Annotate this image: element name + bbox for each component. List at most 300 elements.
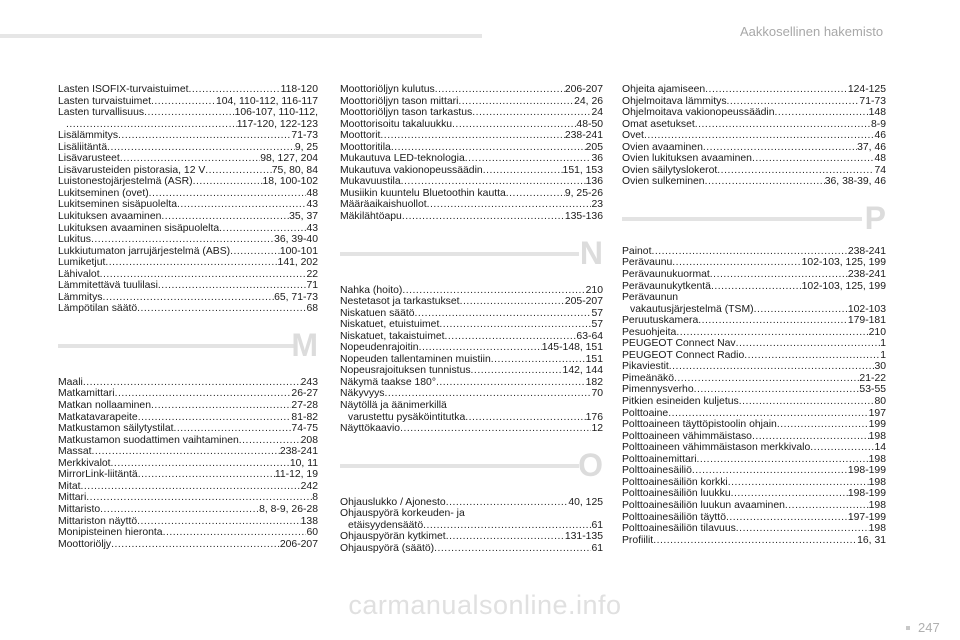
entry-pages: 106-107, 110-112,	[234, 107, 318, 119]
index-entry	[58, 119, 318, 131]
dot-leader	[705, 176, 825, 188]
entry-term: Lisälämmitys	[58, 130, 119, 142]
entry-term: Nestetasot ja tarkastukset	[340, 296, 460, 308]
entry-term: Ohjauspyörä korkeuden- ja	[340, 508, 465, 520]
entry-pages: 23	[591, 199, 603, 211]
index-entry	[622, 130, 886, 142]
entry-term: Ohjauspyörän kytkimet	[340, 531, 446, 543]
entry-pages: 1	[880, 338, 886, 350]
dot-leader	[100, 504, 259, 516]
dot-leader	[698, 315, 848, 327]
entry-pages: 145-148, 151	[541, 342, 603, 354]
entry-pages: 206-207	[279, 538, 318, 550]
index-entry	[340, 365, 603, 377]
entry-pages: 124-125	[847, 84, 886, 95]
entry-pages: 118-120	[280, 84, 318, 95]
entry-pages: 9, 25-26	[564, 187, 603, 199]
entry-pages: 74	[874, 164, 886, 176]
index-entry	[622, 96, 886, 108]
entry-term: Matkamittari	[58, 388, 115, 400]
index-entry	[340, 342, 603, 354]
entry-pages: 205-207	[564, 296, 603, 308]
index-entry	[622, 500, 886, 512]
index-entry	[340, 354, 603, 366]
entry-term: Ohjauslukko / Ajonesto	[340, 496, 446, 508]
index-entry	[622, 512, 886, 524]
entry-pages: 71-73	[291, 130, 318, 142]
entry-pages: 197	[868, 407, 886, 419]
entry-term: Lukitus	[58, 234, 91, 246]
entry-pages: 198	[868, 430, 886, 442]
entry-term: Polttoainesäiliön luukun avaaminen	[622, 499, 785, 511]
dot-leader	[651, 246, 847, 258]
index-entry	[58, 292, 318, 304]
entry-term: Merkkivalot	[58, 457, 111, 469]
entry-pages: 18, 100-102	[262, 176, 318, 188]
index-entry	[58, 176, 318, 188]
dot-leader	[144, 107, 235, 119]
entry-pages: 22	[306, 268, 318, 280]
dot-leader	[446, 531, 565, 543]
dot-leader	[111, 539, 280, 551]
dot-leader	[402, 211, 565, 223]
entry-term: Lasten ISOFIX-turvaistuimet	[58, 84, 189, 95]
entry-pages: 61	[591, 542, 603, 554]
entry-pages: 27-28	[291, 400, 318, 412]
entry-term: Polttoaine	[622, 407, 669, 419]
dot-leader	[239, 435, 301, 447]
index-entry	[58, 446, 318, 458]
entry-pages: 57	[591, 307, 603, 319]
section-letter: O	[578, 446, 603, 483]
entry-pages: 199	[868, 419, 886, 431]
dot-leader	[445, 331, 577, 343]
dot-leader	[91, 234, 274, 246]
entry-pages: 197-199	[847, 511, 886, 523]
dot-leader	[726, 512, 848, 524]
entry-pages: 210	[868, 326, 886, 338]
index-entry	[58, 504, 318, 516]
index-entry	[622, 269, 886, 281]
index-entry	[622, 523, 886, 535]
section-rule	[340, 464, 579, 468]
entry-pages: 208	[300, 434, 318, 446]
index-entry	[622, 304, 886, 316]
entry-pages: 98, 127, 204	[260, 153, 318, 165]
index-entry	[340, 497, 603, 509]
entry-term: Mukautuva vakionopeussäädin	[340, 164, 483, 176]
dot-leader	[736, 523, 869, 535]
index-entry	[622, 338, 886, 350]
entry-term: Niskatuet, etuistuimet	[340, 319, 440, 331]
dot-leader	[107, 142, 295, 154]
index-entry	[622, 257, 886, 269]
index-entry	[340, 308, 603, 320]
dot-leader	[177, 199, 306, 211]
index-entry	[58, 96, 318, 108]
dot-leader	[754, 304, 848, 316]
entry-pages: 238-241	[564, 130, 603, 142]
entry-pages: 40, 125	[568, 496, 603, 508]
dot-leader	[728, 477, 869, 489]
entry-pages: 53-55	[859, 384, 886, 396]
entry-term: Peruutuskamera	[622, 315, 699, 327]
index-entry	[622, 431, 886, 443]
index-entry	[340, 211, 603, 223]
watermark: carmanualsonline.info	[348, 590, 622, 620]
dot-leader	[102, 292, 274, 304]
entry-pages: 48-50	[576, 118, 603, 130]
entry-term: Polttoainesäiliön korkki	[622, 476, 728, 488]
dot-leader	[460, 296, 565, 308]
entry-pages: 198-199	[847, 488, 886, 500]
entry-term: Lisävarusteet	[58, 153, 120, 165]
index-entry	[622, 165, 886, 177]
index-entry	[622, 373, 886, 385]
entry-term: Matkustamon säilytystilat	[58, 423, 174, 435]
dot-leader	[401, 176, 586, 188]
entry-pages: 12	[591, 423, 603, 435]
index-entry	[340, 285, 603, 297]
dot-leader	[697, 454, 869, 466]
dot-leader	[727, 96, 860, 108]
index-entry	[58, 211, 318, 223]
index-entry	[58, 280, 318, 292]
index-entry	[340, 520, 603, 532]
entry-term: Ovet	[622, 130, 644, 142]
index-entry	[622, 153, 886, 165]
dot-leader	[644, 130, 874, 142]
entry-term: Ovien lukituksen avaaminen	[622, 153, 752, 165]
index-entry	[58, 246, 318, 258]
entry-pages: 210	[585, 284, 603, 296]
index-entry	[340, 165, 603, 177]
entry-term: Profiilit	[622, 534, 654, 546]
dot-leader	[391, 142, 586, 154]
entry-pages: 24, 26	[574, 95, 603, 107]
entry-term: Mitat	[58, 480, 81, 492]
dot-leader	[149, 188, 307, 200]
entry-pages: 8	[312, 492, 318, 504]
entry-pages: 65, 71-73	[274, 291, 318, 303]
entry-term: Luistonestojärjestelmä (ASR)	[58, 176, 193, 188]
section-divider-p	[622, 188, 886, 246]
dot-leader	[752, 153, 874, 165]
entry-term: Pitkien esineiden kuljetus	[622, 396, 739, 408]
index-entry	[340, 296, 603, 308]
index-entry	[58, 223, 318, 235]
dot-leader	[810, 442, 874, 454]
dot-leader	[111, 458, 290, 470]
index-entry	[58, 165, 318, 177]
index-entry	[622, 176, 886, 188]
dot-leader	[653, 535, 857, 547]
dot-leader	[439, 319, 591, 331]
dot-leader	[711, 281, 802, 293]
entry-term: Ovien avaaminen	[622, 141, 703, 153]
index-entry	[622, 384, 886, 396]
index-entry	[340, 377, 603, 389]
dot-leader	[120, 153, 260, 165]
dot-leader	[163, 527, 307, 539]
entry-term: Ovien säilytyslokerot	[622, 164, 718, 176]
index-entry	[340, 508, 603, 520]
entry-term: Näkymä taakse 180°	[340, 376, 436, 388]
entry-pages: 68	[306, 303, 318, 315]
section-divider-n	[340, 223, 603, 285]
entry-term: Musiikin kuuntelu Bluetoothin kautta	[340, 187, 506, 199]
index-entry	[58, 377, 318, 389]
index-entry	[58, 539, 318, 551]
entry-pages: 198	[868, 476, 886, 488]
index-entry	[622, 107, 886, 119]
entry-pages: 151, 153	[562, 164, 603, 176]
dot-leader	[193, 176, 263, 188]
corner-mark	[906, 626, 910, 630]
index-entry	[58, 412, 318, 424]
dot-leader	[230, 246, 280, 258]
index-entry	[340, 423, 603, 435]
entry-pages: 36	[591, 153, 603, 165]
index-entry	[58, 492, 318, 504]
entry-term: Pesuohjeita	[622, 326, 677, 338]
entry-pages: 9, 25	[294, 141, 318, 153]
entry-term: Polttoainesäiliön tilavuus	[622, 523, 736, 535]
index-column-2	[340, 84, 603, 554]
index-entry	[622, 142, 886, 154]
entry-pages: 46	[874, 130, 886, 142]
entry-pages: 61	[591, 519, 603, 531]
entry-pages: 141, 202	[277, 257, 318, 269]
entry-term: Moottoriöljyn kulutus	[340, 84, 435, 95]
dot-leader	[86, 492, 312, 504]
index-entry	[622, 465, 886, 477]
entry-term: Nopeusrajoituksen tunnistus	[340, 365, 471, 377]
index-entry	[340, 400, 603, 412]
entry-pages: 182	[585, 376, 603, 388]
dot-leader	[668, 408, 868, 420]
header-bar	[0, 34, 482, 38]
entry-pages: 104, 110-112, 116-117	[215, 95, 318, 107]
entry-term: Matkan nollaaminen	[58, 400, 151, 412]
index-entry	[340, 319, 603, 331]
dot-leader	[717, 165, 874, 177]
entry-pages: 238-241	[847, 269, 886, 281]
index-entry	[622, 350, 886, 362]
entry-pages: 206-207	[564, 84, 603, 95]
index-entry	[340, 130, 603, 142]
entry-pages: 8, 8-9, 26-28	[259, 503, 318, 515]
entry-pages: 24	[591, 107, 603, 119]
index-entry	[340, 388, 603, 400]
entry-term: Lukitseminen sisäpuolelta	[58, 199, 177, 211]
entry-term: etäisyydensäätö	[348, 519, 424, 531]
entry-pages: 10, 11	[289, 457, 318, 469]
index-entry	[340, 331, 603, 343]
dot-leader	[731, 488, 848, 500]
index-entry	[58, 458, 318, 470]
dot-leader	[174, 423, 292, 435]
dot-leader	[158, 280, 307, 292]
entry-term: Lasten turvallisuus	[58, 107, 145, 119]
dot-leader	[694, 384, 860, 396]
index-entry	[622, 396, 886, 408]
entry-pages: 102-103, 125, 199	[801, 257, 886, 269]
entry-pages: 136	[585, 176, 603, 188]
entry-pages: 238-241	[847, 245, 886, 257]
index-entry	[58, 423, 318, 435]
entry-pages: 71	[306, 280, 318, 292]
entry-term: Lämmitettävä tuulilasi	[58, 280, 158, 292]
entry-pages: 1	[880, 349, 886, 361]
index-entry	[58, 188, 318, 200]
index-entry	[58, 527, 318, 539]
entry-term: Niskatuen säätö	[340, 307, 415, 319]
entry-term: PEUGEOT Connect Nav	[622, 338, 736, 350]
index-entry	[340, 199, 603, 211]
entry-term: Perävaunu	[622, 257, 673, 269]
entry-pages: 74-75	[291, 423, 318, 435]
dot-leader	[115, 388, 292, 400]
entry-pages: 16, 31	[857, 534, 886, 546]
entry-term: Moottoriöljyn tason tarkastus	[340, 107, 473, 119]
entry-term: Ohjelmoitava vakionopeussäädin	[622, 107, 775, 119]
dot-leader	[692, 465, 848, 477]
index-entry	[340, 142, 603, 154]
dot-leader	[219, 223, 306, 235]
entry-term: Mukautuva LED-teknologia	[340, 153, 465, 165]
entry-term: Lähivalot	[58, 268, 100, 280]
index-entry	[58, 400, 318, 412]
entry-term: Lumiketjut	[58, 257, 106, 269]
dot-leader	[775, 107, 869, 119]
entry-term: Ohjauspyörä (säätö)	[340, 542, 435, 554]
entry-pages: 117-120, 122-123	[236, 118, 318, 130]
entry-pages: 243	[300, 376, 318, 388]
entry-term: Matkustamon suodattimen vaihtaminen	[58, 434, 239, 446]
entry-term: Niskatuet, takaistuimet	[340, 330, 445, 342]
index-entry	[340, 96, 603, 108]
entry-term: Massat	[58, 446, 92, 458]
entry-pages: 70	[591, 388, 603, 400]
dot-leader	[151, 96, 216, 108]
entry-pages: 198	[868, 499, 886, 511]
entry-pages: 138	[300, 515, 318, 527]
index-entry	[622, 488, 886, 500]
entry-term: Perävaunun	[622, 292, 679, 304]
entry-term: Mukavuustila	[340, 176, 401, 188]
entry-pages: 48	[306, 187, 318, 199]
index-entry	[340, 84, 603, 96]
section-divider-o	[340, 435, 603, 497]
dot-leader	[736, 338, 881, 350]
entry-term: Mäkilähtöapu	[340, 211, 402, 223]
index-entry	[58, 469, 318, 481]
dot-leader	[465, 153, 592, 165]
dot-leader	[674, 373, 859, 385]
dot-leader	[777, 419, 869, 431]
entry-pages: 57	[591, 319, 603, 331]
index-entry	[58, 153, 318, 165]
entry-pages: 176	[585, 411, 603, 423]
dot-leader	[744, 350, 880, 362]
entry-term: Ohjelmoitava lämmitys	[622, 95, 727, 107]
entry-term: Polttoaineen vähimmäistason merkkivalo	[622, 442, 811, 454]
entry-term: PEUGEOT Connect Radio	[622, 349, 745, 361]
section-divider-m	[58, 315, 318, 377]
entry-term: Maali	[58, 376, 83, 388]
dot-leader	[491, 354, 586, 366]
entry-term: Lukitseminen (ovet)	[58, 187, 149, 199]
dot-leader	[471, 365, 563, 377]
entry-term: Painot	[622, 245, 652, 257]
entry-pages: 198-199	[847, 465, 886, 477]
entry-pages: 135-136	[564, 211, 603, 223]
dot-leader	[672, 257, 801, 269]
entry-pages: 179-181	[847, 315, 886, 327]
index-entry	[340, 412, 603, 424]
entry-pages: 238-241	[279, 446, 318, 458]
entry-term: Polttoainesäiliön luukku	[622, 488, 731, 500]
dot-leader	[703, 142, 857, 154]
entry-term: Moottoriöljyn tason mittari	[340, 95, 459, 107]
dot-leader	[92, 446, 280, 458]
dot-leader	[739, 396, 875, 408]
entry-pages: 35, 37	[289, 211, 318, 223]
dot-leader	[81, 481, 301, 493]
entry-term: Moottoriöljy	[58, 538, 112, 550]
entry-pages: 14	[874, 442, 886, 454]
dot-leader	[189, 84, 281, 96]
entry-term: Ohjeita ajamiseen	[622, 84, 706, 95]
index-entry	[622, 477, 886, 489]
dot-leader	[434, 543, 591, 555]
entry-pages: 198	[868, 523, 886, 535]
dot-leader	[137, 303, 306, 315]
entry-term: Moottorisoitu takaluukku	[340, 118, 453, 130]
entry-pages: 75, 80, 84	[271, 164, 318, 176]
index-entry	[340, 188, 603, 200]
entry-term: Pikaviestit	[622, 361, 669, 373]
dot-leader	[785, 500, 869, 512]
dot-leader	[138, 469, 275, 481]
index-entry	[622, 454, 886, 466]
index-entry	[340, 531, 603, 543]
entry-term: Lukituksen avaaminen	[58, 211, 162, 223]
index-entry	[622, 327, 886, 339]
index-entry	[622, 315, 886, 327]
index-entry	[622, 442, 886, 454]
entry-pages: 36, 38-39, 46	[824, 176, 886, 188]
index-entry	[58, 199, 318, 211]
entry-pages: 151	[585, 353, 603, 365]
entry-pages: 131-135	[564, 531, 603, 543]
index-entry	[58, 435, 318, 447]
index-column-1	[58, 84, 318, 550]
dot-leader	[138, 412, 292, 424]
dot-leader	[423, 520, 591, 532]
index-entry	[622, 84, 886, 96]
entry-term: Lämmitys	[58, 291, 103, 303]
index-entry	[58, 388, 318, 400]
dot-leader	[695, 119, 871, 131]
entry-term: Lukituksen avaaminen sisäpuolelta	[58, 222, 220, 234]
dot-leader	[506, 188, 565, 200]
page-header-title: Aakkosellinen hakemisto	[740, 24, 884, 39]
page-number: 247	[918, 620, 940, 635]
dot-leader	[483, 165, 563, 177]
dot-leader	[458, 96, 574, 108]
